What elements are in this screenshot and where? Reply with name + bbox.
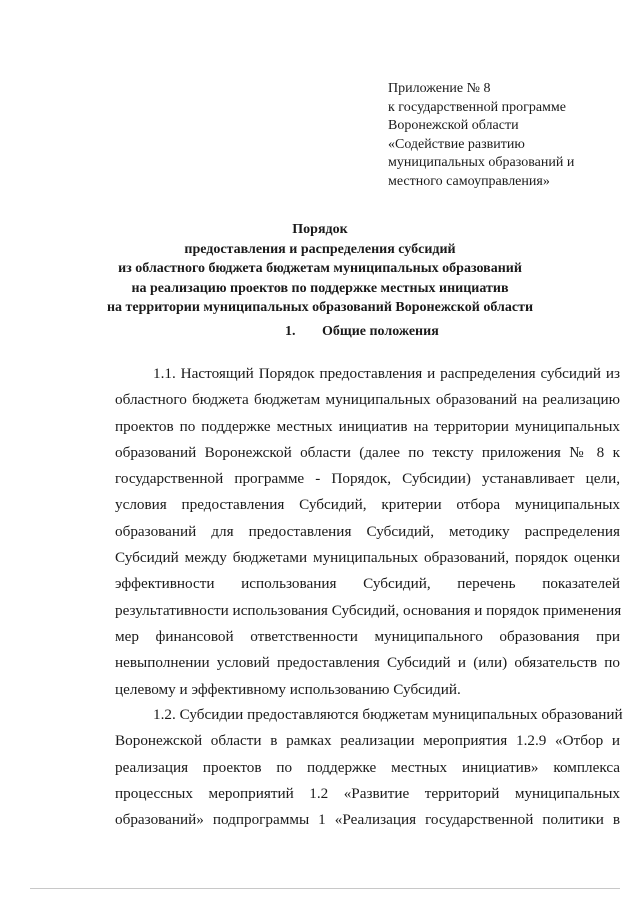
paragraph-line: Субсидий между бюджетами муниципальных образований, порядок оценки [115,549,620,567]
paragraph-line: целевому и эффективному использованию Субсидий. [115,680,461,698]
section-number: 1. [285,324,296,339]
paragraph-line: образований Воронежской области (далее по тексту приложения № 8 к [115,443,620,461]
paragraph-line: эффективности использования Субсидий, перечень показателей [115,575,620,593]
paragraph-line: областного бюджета бюджетам муниципальных образований на реализацию [115,391,620,409]
title-line: Порядок [292,222,348,237]
paragraph-line: 1.2. Субсидии предоставляются бюджетам муниципальных образований [153,706,623,723]
paragraph-line: Воронежской области в рамках реализации мероприятия 1.2.9 «Отбор и [115,732,620,750]
paragraph-1-2 [115,702,623,833]
appendix-line: «Содействие развитию [388,136,525,152]
paragraph-line: образований для предоставления Субсидий, методику распределения [115,522,620,540]
document-title [0,220,640,318]
appendix-line: Воронежской области [388,118,519,133]
paragraph-line: проектов по поддержке местных инициатив на территории муниципальных [115,417,620,435]
section-title: Общие положения [322,324,439,339]
appendix-line: к государственной программе [388,99,566,115]
appendix-line: местного самоуправления» [388,173,550,189]
title-line: из областного бюджета бюджетам муниципальных образований [118,261,522,276]
paragraph-line: реализация проектов по поддержке местных инициатив» комплекса [115,758,620,776]
paragraph-1-1 [115,361,620,703]
paragraph-line: результативности использования Субсидий, основания и порядок применения [115,601,622,619]
paragraph-line: 1.1. Настоящий Порядок предоставления и распределения субсидий из [153,365,620,382]
paragraph-line: невыполнении условий предоставления Субсидий и (или) обязательств по [115,654,620,672]
appendix-line: муниципальных образований и [388,155,575,170]
appendix-header [388,80,633,191]
paragraph-line: мер финансовой ответственности муниципального образования при [115,627,620,645]
paragraph-line: государственной программе - Порядок, Субсидии) устанавливает цели, [115,470,620,488]
title-line: предоставления и распределения субсидий [184,241,456,257]
paragraph-line: образований» подпрограммы 1 «Реализация государственной политики в [115,811,620,829]
title-line: на территории муниципальных образований Воронежской области [106,300,534,315]
paragraph-line: условия предоставления Субсидий, критерии отбора муниципальных [115,496,620,514]
title-line: на реализацию проектов по поддержке местных инициатив [131,280,509,296]
paragraph-line: процессных мероприятий 1.2 «Развитие территорий муниципальных [115,784,620,802]
page-bottom-edge [30,888,620,889]
appendix-line: Приложение № 8 [388,81,491,96]
